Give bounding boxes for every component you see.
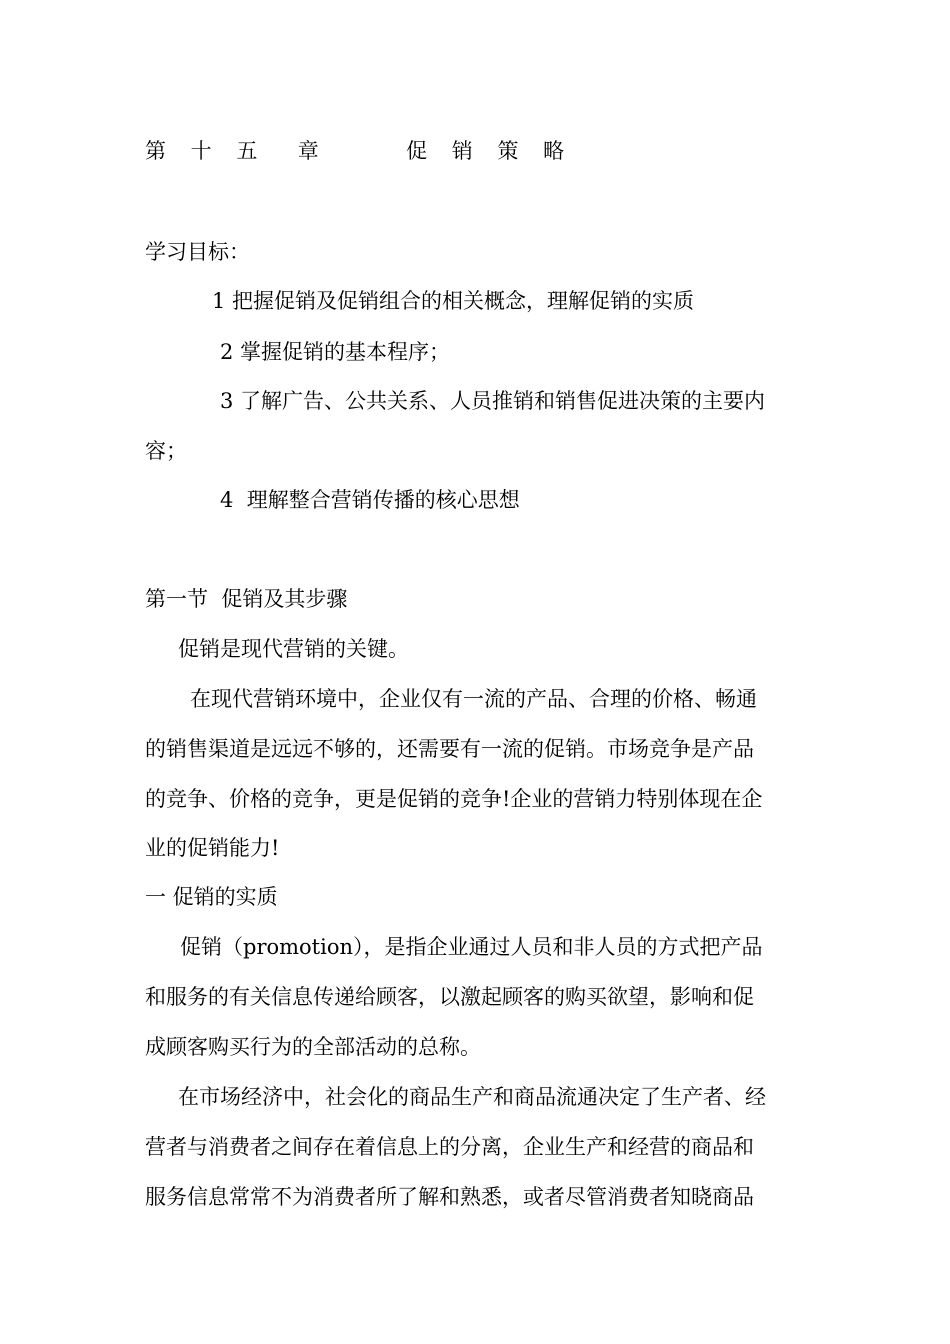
objective-item-4: 4 理解整合营销传播的核心思想 xyxy=(220,488,520,512)
objective-item-3-continued: 容； xyxy=(145,439,187,463)
paragraph-3-line-3: 成顾客购买行为的全部活动的总称。 xyxy=(145,1035,481,1059)
paragraph-4-line-1: 在市场经济中，社会化的商品生产和商品流通决定了生产者、经 xyxy=(178,1085,766,1109)
subsection-heading: 一 促销的实质 xyxy=(145,885,278,909)
objective-item-2: 2 掌握促销的基本程序； xyxy=(220,340,451,364)
paragraph-4-line-2: 营者与消费者之间存在着信息上的分离，企业生产和经营的商品和 xyxy=(145,1135,754,1159)
paragraph-3-line-1: 促销（promotion），是指企业通过人员和非人员的方式把产品 xyxy=(180,935,763,959)
paragraph-4-line-3: 服务信息常常不为消费者所了解和熟悉，或者尽管消费者知晓商品 xyxy=(145,1185,754,1209)
chapter-title: 第 十 五 章 促 销 策 略 xyxy=(145,139,574,163)
objectives-heading: 学习目标： xyxy=(145,240,250,264)
paragraph-2-line-3: 的竞争、价格的竞争，更是促销的竞争!企业的营销力特别体现在企 xyxy=(145,787,763,811)
paragraph-3-line-2: 和服务的有关信息传递给顾客，以激起顾客的购买欲望，影响和促 xyxy=(145,985,754,1009)
paragraph-2-line-4: 业的促销能力! xyxy=(145,836,280,860)
objective-item-1: 1 把握促销及促销组合的相关概念，理解促销的实质 xyxy=(212,289,695,313)
objective-item-3: 3 了解广告、公共关系、人员推销和销售促进决策的主要内 xyxy=(220,389,766,413)
paragraph-1: 促销是现代营销的关键。 xyxy=(178,637,409,661)
section-heading: 第一节 促销及其步骤 xyxy=(145,587,348,611)
paragraph-2-line-2: 的销售渠道是远远不够的，还需要有一流的促销。市场竞争是产品 xyxy=(145,737,754,761)
paragraph-2-line-1: 在现代营销环境中，企业仅有一流的产品、合理的价格、畅通 xyxy=(190,687,757,711)
